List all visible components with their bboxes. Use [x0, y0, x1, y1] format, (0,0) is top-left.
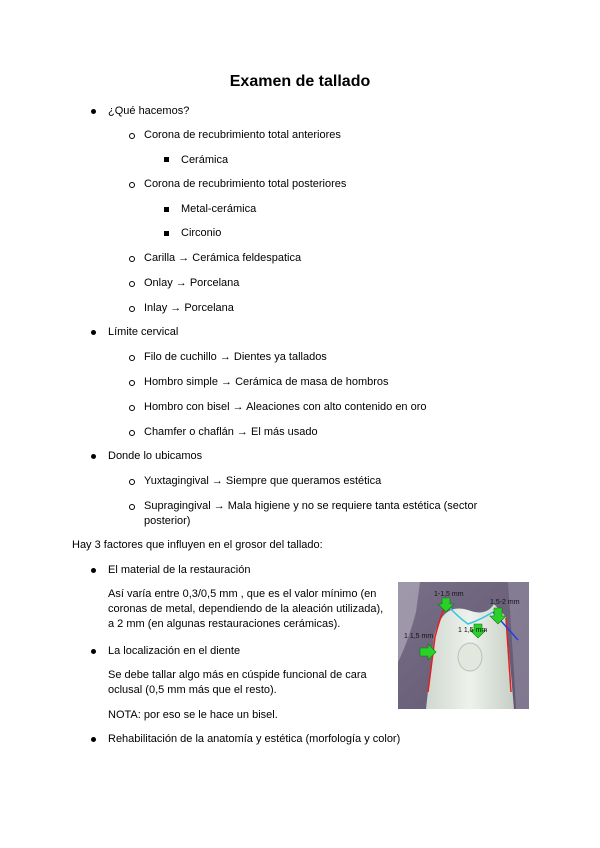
bullet-disc [91, 330, 96, 335]
paragraph: Así varía entre 0,3/0,5 mm , que es el valor mínimo (en coronas de metal, dependiendo de la aleación utilizada), a 2 mm (en algunas restauraciones cerámicas). [108, 588, 384, 630]
list-item: Hombro con bisel → Aleaciones con alto contenido en oro [144, 401, 427, 413]
list-item: Circonio [181, 227, 222, 239]
list-item: La localización en el diente [108, 645, 241, 657]
bullet-disc [91, 454, 96, 459]
list-item: Metal-cerámica [181, 203, 257, 215]
bullet-square [164, 231, 169, 236]
bullet-circle [129, 380, 135, 386]
tooth-preparation-image [398, 582, 529, 709]
bullet-circle [129, 504, 135, 510]
bullet-circle [129, 306, 135, 312]
figure-label: 1 1,5 mm [458, 627, 488, 634]
list-item: Hombro simple → Cerámica de masa de hombros [144, 376, 389, 388]
list-item: Filo de cuchillo → Dientes ya tallados [144, 351, 327, 363]
list-item: Corona de recubrimiento total anteriores [144, 129, 341, 141]
list-item: Carilla → Cerámica feldespatica [144, 252, 302, 264]
paragraph: Hay 3 factores que influyen en el grosor del tallado: [72, 539, 323, 551]
list-item: Donde lo ubicamos [108, 450, 203, 462]
paragraph: Se debe tallar algo más en cúspide funcional de cara oclusal (0,5 mm más que el resto). [108, 669, 367, 696]
list-item: Inlay → Porcelana [144, 302, 234, 314]
list-item: Chamfer o chaflán → El más usado [144, 426, 318, 438]
list-item: Supragingival → Mala higiene y no se requiere tanta estética (sector posterior) [144, 500, 478, 527]
list-item: Yuxtagingival → Siempre que queramos estética [144, 475, 382, 487]
list-item: Límite cervical [108, 326, 179, 338]
figure-label: 1 1,5 mm [404, 633, 434, 640]
tooth-preparation-illustration [398, 582, 529, 709]
bullet-circle [129, 479, 135, 485]
bullet-circle [129, 182, 135, 188]
bullet-square [164, 207, 169, 212]
list-item: Onlay → Porcelana [144, 277, 240, 289]
list-item: Cerámica [181, 154, 229, 166]
bullet-disc [91, 568, 96, 573]
note: NOTA: por eso se le hace un bisel. [108, 709, 278, 721]
bullet-disc [91, 649, 96, 654]
figure-label: 1-1,5 mm [434, 591, 464, 598]
figure-label: 1,5-2 mm [490, 599, 520, 606]
list-item: El material de la restauración [108, 564, 251, 576]
page-title: Examen de tallado [229, 73, 371, 90]
bullet-circle [129, 355, 135, 361]
bullet-circle [129, 405, 135, 411]
bullet-square [164, 157, 169, 162]
bullet-circle [129, 281, 135, 287]
bullet-circle [129, 256, 135, 262]
list-item: Rehabilitación de la anatomía y estética (morfología y color) [108, 733, 401, 745]
bullet-circle [129, 430, 135, 436]
list-item: Corona de recubrimiento total posteriores [144, 178, 347, 190]
bullet-circle [129, 133, 135, 139]
list-item: ¿Qué hacemos? [108, 105, 190, 117]
bullet-disc [91, 737, 96, 742]
bullet-disc [91, 109, 96, 114]
